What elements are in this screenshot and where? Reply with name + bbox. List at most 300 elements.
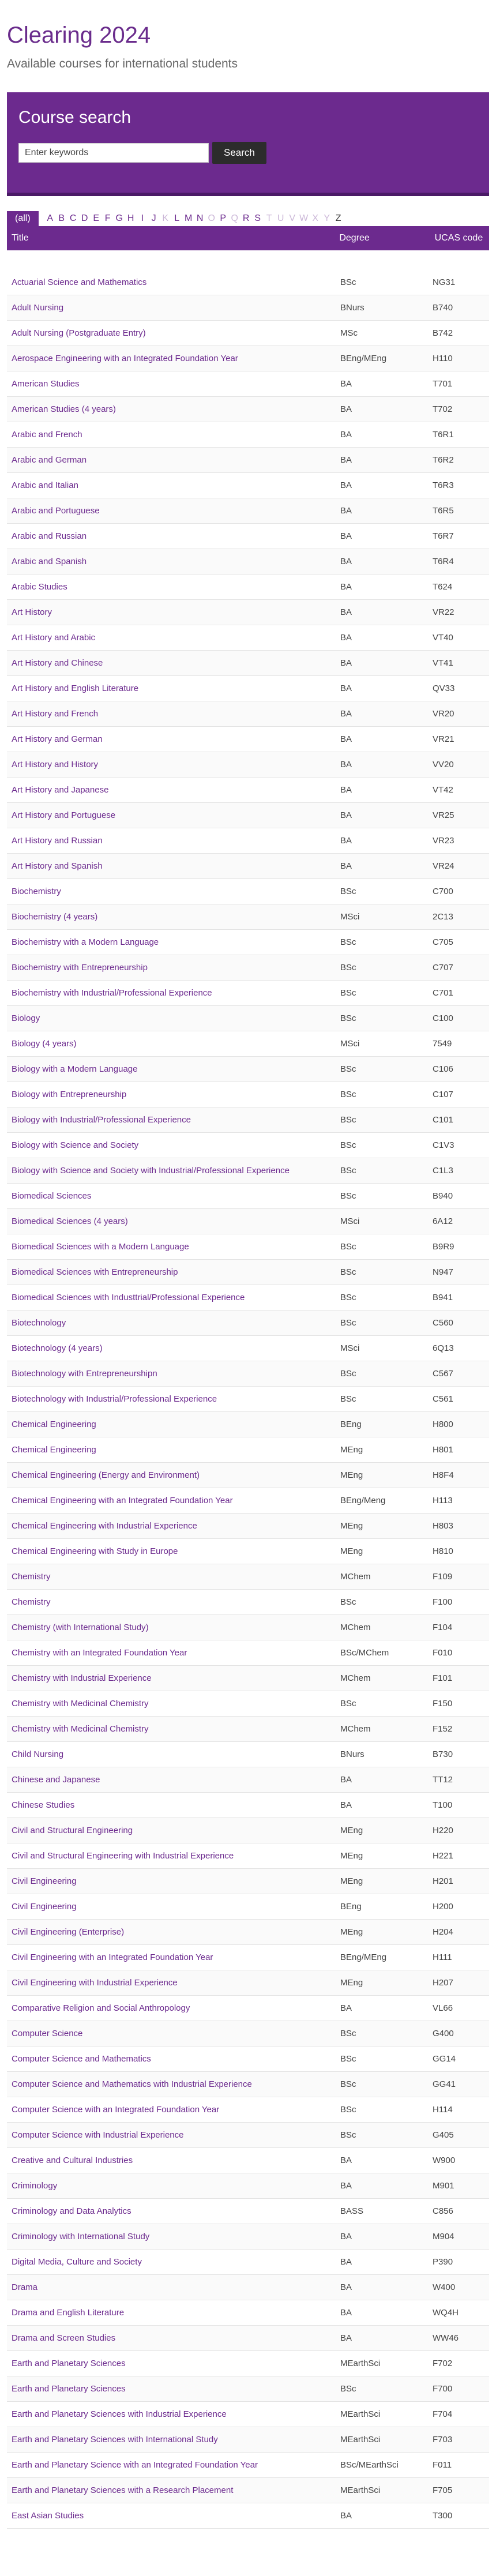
course-ucas-code: F150 xyxy=(433,1699,453,1708)
alphabet-letter-d[interactable]: D xyxy=(81,213,88,223)
course-title-link[interactable]: Biochemistry (4 years) xyxy=(12,911,98,922)
table-row xyxy=(7,1082,489,1107)
course-ucas-code: GG14 xyxy=(433,2054,456,2064)
table-row xyxy=(7,448,489,473)
course-ucas-code: C707 xyxy=(433,963,453,972)
course-title-link[interactable]: Aerospace Engineering with an Integrated Foundation Year xyxy=(12,353,238,363)
course-degree: MEng xyxy=(340,1546,363,1556)
course-ucas-code: H200 xyxy=(433,1902,453,1912)
table-row xyxy=(7,1234,489,1260)
alphabet-filter xyxy=(7,211,489,226)
table-row xyxy=(7,1387,489,1412)
course-title-link[interactable]: Art History and History xyxy=(12,759,99,769)
course-degree: BEng xyxy=(340,1420,362,1429)
course-title-link[interactable]: Biochemistry xyxy=(12,886,61,896)
table-row xyxy=(7,1260,489,1285)
course-ucas-code: B9R9 xyxy=(433,1242,454,1252)
course-degree: BA xyxy=(340,607,352,617)
course-degree: BEng/MEng xyxy=(340,1952,387,1962)
course-degree: BSc xyxy=(340,1597,356,1607)
course-title-link[interactable]: American Studies xyxy=(12,378,80,389)
course-degree: BSc xyxy=(340,1191,356,1201)
table-row xyxy=(7,1640,489,1666)
course-ucas-code: C705 xyxy=(433,937,453,947)
course-title-link[interactable]: Chemistry with Medicinal Chemistry xyxy=(12,1698,149,1708)
course-ucas-code: TT12 xyxy=(433,1775,453,1785)
course-title-link[interactable]: Biology (4 years) xyxy=(12,1038,77,1049)
course-ucas-code: H220 xyxy=(433,1826,453,1835)
table-row xyxy=(7,2478,489,2503)
course-ucas-code: GG41 xyxy=(433,2079,456,2089)
course-ucas-code: T6R2 xyxy=(433,455,454,465)
course-title-link[interactable]: American Studies (4 years) xyxy=(12,404,116,414)
table-row xyxy=(7,498,489,524)
course-title-link[interactable]: Earth and Planetary Sciences xyxy=(12,2358,126,2368)
course-ucas-code: F101 xyxy=(433,1673,453,1683)
course-title-link[interactable]: Chemistry with Industrial Experience xyxy=(12,1673,152,1683)
course-title-link[interactable]: Biology with Science and Society with Industrial/Professional Experience xyxy=(12,1165,290,1176)
course-title-link[interactable]: Chemistry with Medicinal Chemistry xyxy=(12,1723,149,1734)
course-title-link[interactable]: Earth and Planetary Sciences with International Study xyxy=(12,2434,218,2444)
course-degree: MEarthSci xyxy=(340,2485,381,2495)
table-row xyxy=(7,2300,489,2326)
course-title-link[interactable]: Computer Science with Industrial Experience xyxy=(12,2130,184,2140)
table-row xyxy=(7,854,489,879)
course-title-link[interactable]: Civil and Structural Engineering with Industrial Experience xyxy=(12,1850,234,1861)
course-ucas-code: VR21 xyxy=(433,734,454,744)
course-ucas-code: H111 xyxy=(433,1952,452,1962)
course-title-link[interactable]: Creative and Cultural Industries xyxy=(12,2155,133,2165)
course-ucas-code: VT41 xyxy=(433,658,453,668)
course-ucas-code: C100 xyxy=(433,1013,453,1023)
course-ucas-code: B740 xyxy=(433,303,453,313)
table-row xyxy=(7,2275,489,2300)
course-ucas-code: C567 xyxy=(433,1369,453,1379)
course-title-link[interactable]: Biology with Industrial/Professional Experience xyxy=(12,1114,191,1125)
alphabet-letter-t: T xyxy=(266,213,272,223)
course-ucas-code: F700 xyxy=(433,2384,453,2394)
course-degree: BA xyxy=(340,760,352,769)
course-degree: BA xyxy=(340,404,352,414)
course-title-link[interactable]: Chemistry with an Integrated Foundation Year xyxy=(12,1647,187,1658)
course-title-link[interactable]: Chemistry xyxy=(12,1571,51,1582)
course-degree: BSc xyxy=(340,937,356,947)
course-ucas-code: VR22 xyxy=(433,607,454,617)
course-title-link[interactable]: Arabic Studies xyxy=(12,581,67,592)
table-row xyxy=(7,1184,489,1209)
course-degree: BEng/MEng xyxy=(340,354,387,363)
course-table-header xyxy=(7,226,489,250)
course-title-link[interactable]: Biology with Entrepreneurship xyxy=(12,1089,127,1099)
course-title-link[interactable]: Child Nursing xyxy=(12,1749,64,1759)
course-title-link[interactable]: Drama and Screen Studies xyxy=(12,2333,116,2343)
course-title-link[interactable]: Art History xyxy=(12,607,52,617)
course-ucas-code: B940 xyxy=(433,1191,453,1201)
course-degree: MChem xyxy=(340,1623,371,1632)
table-row xyxy=(7,1996,489,2021)
course-title-link[interactable]: Chinese Studies xyxy=(12,1800,75,1810)
course-degree: MEng xyxy=(340,1826,363,1835)
course-degree: BA xyxy=(340,430,352,440)
course-degree: BNurs xyxy=(340,303,365,313)
table-row xyxy=(7,1767,489,1793)
course-degree: MEarthSci xyxy=(340,2359,381,2368)
alphabet-letter-h[interactable]: H xyxy=(127,213,134,223)
table-row xyxy=(7,2503,489,2529)
alphabet-letter-q: Q xyxy=(231,213,238,223)
course-ucas-code: T6R4 xyxy=(433,557,454,566)
course-ucas-code: H114 xyxy=(433,2105,453,2115)
course-degree: BSc xyxy=(340,1090,356,1099)
course-degree: BSc xyxy=(340,2130,356,2140)
course-title-link[interactable]: Criminology and Data Analytics xyxy=(12,2206,131,2216)
course-title-link[interactable]: Arabic and German xyxy=(12,455,87,465)
table-row xyxy=(7,473,489,498)
course-degree: MEng xyxy=(340,1445,363,1455)
course-title-link[interactable]: Arabic and Portuguese xyxy=(12,505,100,516)
course-title-link[interactable]: Computer Science and Mathematics with Industrial Experience xyxy=(12,2079,252,2089)
course-ucas-code: T624 xyxy=(433,582,453,592)
table-row xyxy=(7,1793,489,1818)
table-row xyxy=(7,2123,489,2148)
course-ucas-code: M904 xyxy=(433,2232,454,2241)
alphabet-letter-k: K xyxy=(162,213,168,223)
table-row xyxy=(7,1310,489,1336)
course-ucas-code: B742 xyxy=(433,328,453,338)
course-title-link[interactable]: Art History and Chinese xyxy=(12,658,103,668)
course-degree: BA xyxy=(340,480,352,490)
course-title-link[interactable]: Civil Engineering (Enterprise) xyxy=(12,1927,125,1937)
table-row xyxy=(7,2046,489,2072)
course-title-link[interactable]: Biochemistry with Entrepreneurship xyxy=(12,962,148,972)
course-degree: BSc xyxy=(340,963,356,972)
course-ucas-code: F011 xyxy=(433,2460,452,2470)
alphabet-letter-x: X xyxy=(312,213,318,223)
course-degree: MSci xyxy=(340,1216,360,1226)
course-ucas-code: 6A12 xyxy=(433,1216,453,1226)
course-degree: BSc xyxy=(340,2029,356,2038)
table-row xyxy=(7,879,489,904)
course-title-link[interactable]: Chemical Engineering with an Integrated Foundation Year xyxy=(12,1495,233,1505)
course-title-link[interactable]: Biomedical Sciences xyxy=(12,1191,92,1201)
column-header-title: Title xyxy=(12,233,29,243)
course-title-link[interactable]: Drama and English Literature xyxy=(12,2307,125,2318)
course-ucas-code: F704 xyxy=(433,2409,453,2419)
course-ucas-code: T702 xyxy=(433,404,453,414)
course-ucas-code: P390 xyxy=(433,2257,453,2267)
course-ucas-code: VR23 xyxy=(433,836,454,846)
table-row xyxy=(7,1057,489,1082)
course-title-link[interactable]: Civil Engineering with Industrial Experience xyxy=(12,1977,178,1988)
alphabet-letter-n[interactable]: N xyxy=(196,213,204,223)
course-title-link[interactable]: Biology xyxy=(12,1013,40,1023)
course-title-link[interactable]: Chemical Engineering xyxy=(12,1444,96,1455)
course-title-link[interactable]: Digital Media, Culture and Society xyxy=(12,2256,142,2267)
table-spacer xyxy=(7,250,489,270)
alphabet-letter-m[interactable]: M xyxy=(185,213,193,223)
course-title-link[interactable]: Biotechnology with Industrial/Professional Experience xyxy=(12,1394,217,1404)
course-title-link[interactable]: Art History and Portuguese xyxy=(12,810,116,820)
course-ucas-code: F152 xyxy=(433,1724,453,1734)
course-ucas-code: VL66 xyxy=(433,2003,453,2013)
course-title-link[interactable]: Civil Engineering with an Integrated Foundation Year xyxy=(12,1952,213,1962)
table-row xyxy=(7,1615,489,1640)
table-row xyxy=(7,2021,489,2046)
course-title-link[interactable]: Arabic and Russian xyxy=(12,531,87,541)
table-row xyxy=(7,270,489,295)
table-row xyxy=(7,1869,489,1894)
course-degree: BA xyxy=(340,658,352,668)
course-ucas-code: H204 xyxy=(433,1927,453,1937)
table-row xyxy=(7,1412,489,1437)
course-ucas-code: T300 xyxy=(433,2511,453,2521)
course-title-link[interactable]: Biology with a Modern Language xyxy=(12,1064,138,1074)
course-title-link[interactable]: Biomedical Sciences (4 years) xyxy=(12,1216,128,1226)
course-ucas-code: WW46 xyxy=(433,2333,459,2343)
course-title-link[interactable]: Computer Science xyxy=(12,2028,83,2038)
table-row xyxy=(7,1031,489,1057)
alphabet-letter-c[interactable]: C xyxy=(69,213,77,223)
table-row xyxy=(7,1920,489,1945)
course-title-link[interactable]: Biotechnology xyxy=(12,1317,66,1328)
course-ucas-code: 7549 xyxy=(433,1039,452,1049)
course-title-link[interactable]: Art History and Russian xyxy=(12,835,103,846)
alphabet-letter-p[interactable]: P xyxy=(220,213,226,223)
table-row xyxy=(7,600,489,625)
course-degree: BA xyxy=(340,2282,352,2292)
course-title-link[interactable]: Arabic and Italian xyxy=(12,480,78,490)
course-degree: MEng xyxy=(340,1927,363,1937)
table-row xyxy=(7,2250,489,2275)
course-title-link[interactable]: Biomedical Sciences with Entrepreneurship xyxy=(12,1267,178,1277)
course-degree: BSc xyxy=(340,1394,356,1404)
course-title-link[interactable]: Chinese and Japanese xyxy=(12,1774,100,1785)
table-row xyxy=(7,524,489,549)
table-row xyxy=(7,955,489,981)
search-button[interactable]: Search xyxy=(212,142,266,164)
course-degree: MEng xyxy=(340,1851,363,1861)
course-degree: MChem xyxy=(340,1673,371,1683)
course-title-link[interactable]: Chemical Engineering (Energy and Environment) xyxy=(12,1470,200,1480)
course-degree: MSc xyxy=(340,328,358,338)
course-ucas-code: H201 xyxy=(433,1876,453,1886)
course-title-link[interactable]: Criminology with International Study xyxy=(12,2231,150,2241)
course-title-link[interactable]: Chemical Engineering with Study in Europe xyxy=(12,1546,178,1556)
keyword-search-input[interactable] xyxy=(18,143,209,163)
course-title-link[interactable]: Art History and English Literature xyxy=(12,683,139,693)
course-title-link[interactable]: Criminology xyxy=(12,2180,58,2191)
table-row xyxy=(7,752,489,778)
alphabet-letter-e[interactable]: E xyxy=(93,213,99,223)
course-degree: MChem xyxy=(340,1724,371,1734)
course-ucas-code: F703 xyxy=(433,2435,453,2444)
table-row xyxy=(7,2326,489,2351)
course-ucas-code: H810 xyxy=(433,1546,453,1556)
column-header-ucas-code: UCAS code xyxy=(434,233,483,243)
course-degree: BA xyxy=(340,2232,352,2241)
course-degree: BA xyxy=(340,2308,352,2318)
course-ucas-code: C700 xyxy=(433,887,453,896)
course-ucas-code: C856 xyxy=(433,2206,453,2216)
course-title-link[interactable]: Art History and Arabic xyxy=(12,632,96,643)
table-row xyxy=(7,701,489,727)
table-row xyxy=(7,2376,489,2402)
alphabet-letter-o: O xyxy=(208,213,215,223)
search-row xyxy=(18,142,478,164)
course-degree: MSci xyxy=(340,1039,360,1049)
course-title-link[interactable]: Art History and French xyxy=(12,708,99,719)
course-degree: BEng/Meng xyxy=(340,1496,386,1505)
course-ucas-code: C101 xyxy=(433,1115,453,1125)
course-title-link[interactable]: Civil Engineering xyxy=(12,1876,77,1886)
course-title-link[interactable]: Comparative Religion and Social Anthropology xyxy=(12,2003,190,2013)
course-degree: BA xyxy=(340,684,352,693)
table-row xyxy=(7,981,489,1006)
course-degree: BSc/MEarthSci xyxy=(340,2460,399,2470)
table-row xyxy=(7,2453,489,2478)
course-title-link[interactable]: Actuarial Science and Mathematics xyxy=(12,277,147,287)
table-row xyxy=(7,930,489,955)
course-ucas-code: H221 xyxy=(433,1851,453,1861)
course-ucas-code: VR24 xyxy=(433,861,454,871)
course-title-link[interactable]: Chemical Engineering with Industrial Experience xyxy=(12,1520,197,1531)
course-title-link[interactable]: Chemistry xyxy=(12,1597,51,1607)
alphabet-letter-j[interactable]: J xyxy=(151,213,156,223)
course-degree: BSc xyxy=(340,1140,356,1150)
course-title-link[interactable]: Civil Engineering xyxy=(12,1901,77,1912)
course-degree: BSc xyxy=(340,2384,356,2394)
course-title-link[interactable]: Biotechnology with Entrepreneurshipn xyxy=(12,1368,157,1379)
course-title-link[interactable]: Computer Science and Mathematics xyxy=(12,2053,151,2064)
alphabet-letter-i[interactable]: I xyxy=(141,213,144,223)
table-row xyxy=(7,1158,489,1184)
course-degree: BA xyxy=(340,734,352,744)
course-title-link[interactable]: Biology with Science and Society xyxy=(12,1140,139,1150)
table-row xyxy=(7,2173,489,2199)
course-title-link[interactable]: Earth and Planetary Sciences with Industrial Experience xyxy=(12,2409,227,2419)
course-title-link[interactable]: Drama xyxy=(12,2282,38,2292)
course-title-link[interactable]: Biochemistry with Industrial/Professional Experience xyxy=(12,987,212,998)
alphabet-letter-y: Y xyxy=(324,213,330,223)
alphabet-all-filter[interactable]: (all) xyxy=(7,211,39,226)
course-degree: BSc xyxy=(340,1115,356,1125)
table-row xyxy=(7,2224,489,2250)
table-row xyxy=(7,1590,489,1615)
course-title-link[interactable]: Art History and Spanish xyxy=(12,861,103,871)
course-degree: MSci xyxy=(340,1343,360,1353)
course-ucas-code: T6R5 xyxy=(433,506,454,516)
course-table-body xyxy=(7,270,489,2529)
course-ucas-code: H803 xyxy=(433,1521,453,1531)
alphabet-letter-z[interactable]: Z xyxy=(335,213,341,223)
course-title-link[interactable]: Chemistry (with International Study) xyxy=(12,1622,149,1632)
table-row xyxy=(7,321,489,346)
alphabet-letter-a[interactable]: A xyxy=(47,213,53,223)
course-degree: BSc xyxy=(340,1293,356,1302)
course-search-heading: Course search xyxy=(18,108,131,127)
course-degree: BSc xyxy=(340,2054,356,2064)
course-ucas-code: F702 xyxy=(433,2359,453,2368)
course-title-link[interactable]: Arabic and French xyxy=(12,429,82,440)
course-title-link[interactable]: Civil and Structural Engineering xyxy=(12,1825,133,1835)
course-title-link[interactable]: Art History and Japanese xyxy=(12,784,109,795)
table-row xyxy=(7,1691,489,1717)
course-ucas-code: T100 xyxy=(433,1800,453,1810)
table-row xyxy=(7,1437,489,1463)
course-ucas-code: C701 xyxy=(433,988,453,998)
course-degree: MEng xyxy=(340,1470,363,1480)
course-title-link[interactable]: Biomedical Sciences with Industtrial/Professional Experience xyxy=(12,1292,245,1302)
course-ucas-code: WQ4H xyxy=(433,2308,459,2318)
table-row xyxy=(7,2402,489,2427)
course-ucas-code: G405 xyxy=(433,2130,454,2140)
course-title-link[interactable]: Computer Science with an Integrated Foundation Year xyxy=(12,2104,220,2115)
course-ucas-code: B730 xyxy=(433,1749,453,1759)
course-ucas-code: NG31 xyxy=(433,277,456,287)
table-row xyxy=(7,1564,489,1590)
course-degree: BA xyxy=(340,531,352,541)
table-row xyxy=(7,651,489,676)
course-ucas-code: 6Q13 xyxy=(433,1343,454,1353)
course-title-link[interactable]: Earth and Planetary Sciences with a Research Placement xyxy=(12,2485,234,2495)
course-degree: BSc xyxy=(340,1318,356,1328)
course-title-link[interactable]: East Asian Studies xyxy=(12,2510,84,2521)
course-title-link[interactable]: Biochemistry with a Modern Language xyxy=(12,937,159,947)
course-ucas-code: F100 xyxy=(433,1597,453,1607)
course-degree: MEarthSci xyxy=(340,2435,381,2444)
course-degree: BA xyxy=(340,810,352,820)
table-row xyxy=(7,625,489,651)
course-degree: BSc xyxy=(340,1013,356,1023)
course-ucas-code: N947 xyxy=(433,1267,453,1277)
course-title-link[interactable]: Chemical Engineering xyxy=(12,1419,96,1429)
course-degree: MEarthSci xyxy=(340,2409,381,2419)
table-row xyxy=(7,803,489,828)
course-degree: MEng xyxy=(340,1521,363,1531)
table-row xyxy=(7,2148,489,2173)
alphabet-letter-g[interactable]: G xyxy=(115,213,123,223)
course-title-link[interactable]: Art History and German xyxy=(12,734,103,744)
course-title-link[interactable]: Adult Nursing xyxy=(12,302,64,313)
course-title-link[interactable]: Earth and Planetary Sciences xyxy=(12,2383,126,2394)
course-ucas-code: F104 xyxy=(433,1623,453,1632)
course-degree: BSc xyxy=(340,277,356,287)
table-row xyxy=(7,1463,489,1488)
course-degree: BA xyxy=(340,2511,352,2521)
table-row xyxy=(7,1133,489,1158)
alphabet-letter-r[interactable]: R xyxy=(242,213,250,223)
course-title-link[interactable]: Earth and Planetary Science with an Integrated Foundation Year xyxy=(12,2459,258,2470)
alphabet-letter-l[interactable]: L xyxy=(174,213,180,223)
course-degree: BA xyxy=(340,582,352,592)
course-ucas-code: W900 xyxy=(433,2156,456,2165)
course-title-link[interactable]: Biotechnology (4 years) xyxy=(12,1343,103,1353)
course-degree: BSc xyxy=(340,1242,356,1252)
course-title-link[interactable]: Arabic and Spanish xyxy=(12,556,87,566)
alphabet-letter-f[interactable]: F xyxy=(104,213,111,223)
course-degree: BSc xyxy=(340,1699,356,1708)
alphabet-letter-s[interactable]: S xyxy=(254,213,261,223)
course-ucas-code: C560 xyxy=(433,1318,453,1328)
course-degree: BSc/MChem xyxy=(340,1648,389,1658)
alphabet-letter-b[interactable]: B xyxy=(58,213,65,223)
course-degree: BA xyxy=(340,379,352,389)
course-title-link[interactable]: Adult Nursing (Postgraduate Entry) xyxy=(12,328,146,338)
course-title-link[interactable]: Biomedical Sciences with a Modern Language xyxy=(12,1241,189,1252)
course-degree: BA xyxy=(340,785,352,795)
table-row xyxy=(7,828,489,854)
course-degree: BSc xyxy=(340,2105,356,2115)
